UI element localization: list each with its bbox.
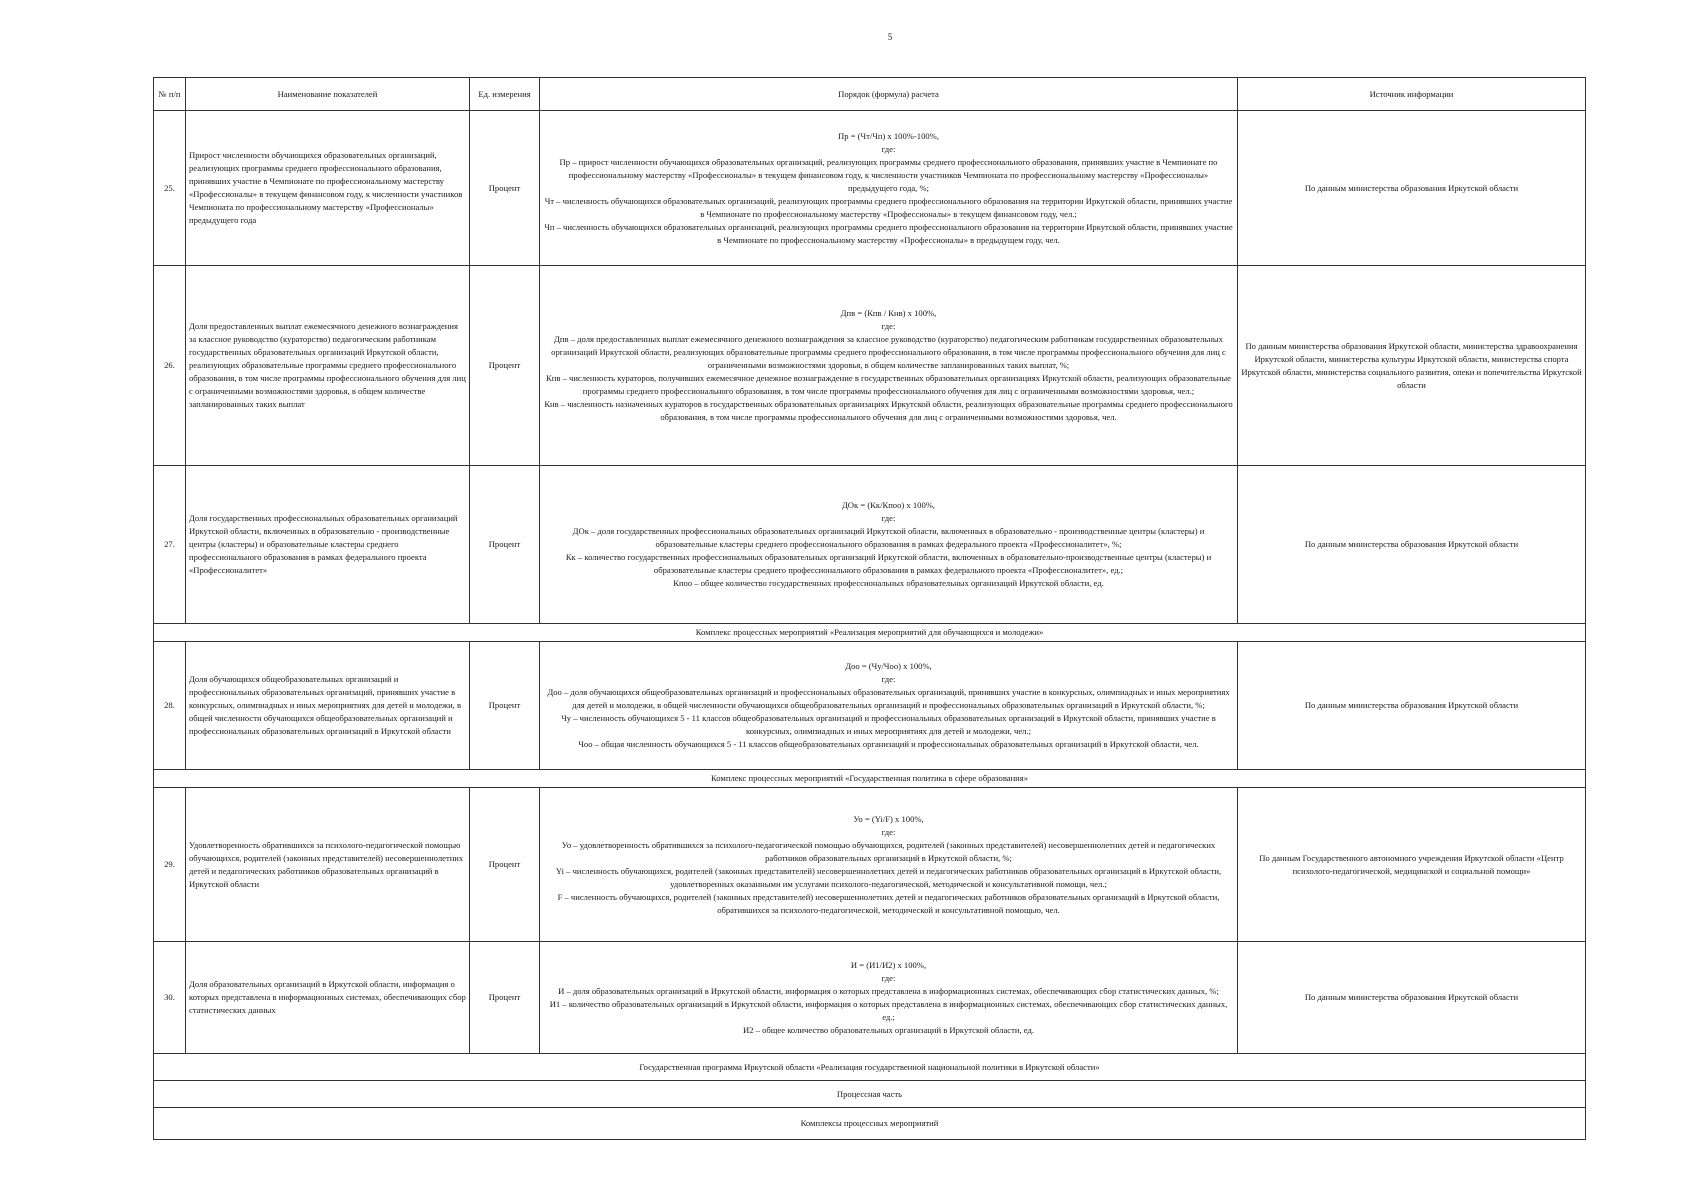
section-title: Процессная часть xyxy=(154,1081,1586,1108)
information-source: По данным министерства образования Иркутской области xyxy=(1238,111,1586,266)
unit-of-measure: Процент xyxy=(470,266,540,466)
formula-line: Кк – количество государственных профессиональных образовательных организаций Иркутской области, включенных в образовательно-производственные центры (кластеры) и образовательные кластеры среднего профессионального образования в рамках федерального проекта «Профессионалитет», ед.; xyxy=(565,552,1212,575)
formula-line: Доо – доля обучающихся общеобразовательных организаций и профессиональных образовательных организаций, принявших участие в конкурсных, олимпиадных и иных мероприятиях для детей и молодежи, в общей численности обучающихся общеобразовательных организаций и профессиональных образовательных организаций в Иркутской области, %; xyxy=(547,687,1230,710)
formula-line: Чу – численность обучающихся 5 - 11 классов общеобразовательных организаций и профессиональных образовательных организаций в Иркутской области, принявших участие в конкурсных, олимпиадных и иных мероприятиях для детей и молодежи, чел.; xyxy=(561,713,1216,736)
row-number: 28. xyxy=(154,642,186,770)
section-title: Государственная программа Иркутской области «Реализация государственной национальной политики в Иркутской области» xyxy=(154,1054,1586,1081)
unit-of-measure: Процент xyxy=(470,111,540,266)
header-source: Источник информации xyxy=(1238,78,1586,111)
section-row xyxy=(154,624,1586,642)
indicator-name: Доля обучающихся общеобразовательных организаций и профессиональных образовательных организаций, принявших участие в конкурсных, олимпиадных и иных мероприятиях для детей и молодежи, в общей численности обучающихся общеобразовательных организаций и профессиональных образовательных организаций в Иркутской области xyxy=(186,642,470,770)
header-name: Наименование показателей xyxy=(186,78,470,111)
table-row xyxy=(154,788,1586,942)
indicator-name: Доля предоставленных выплат ежемесячного денежного вознаграждения за классное руководство (кураторство) педагогическим работникам государственных образовательных организаций Иркутской области, реализующих образовательные программы среднего профессионального образования, в том числе программы профессионального обучения для лиц с ограниченными возможностями здоровья, в общем количестве запланированных таких выплат xyxy=(186,266,470,466)
formula-expression: Пр = (Чт/Чп) х 100%-100%, xyxy=(838,130,939,141)
information-source: По данным министерства образования Иркутской области xyxy=(1238,942,1586,1054)
formula-line: Кпоо – общее количество государственных профессиональных образовательных организаций Иркутской области, ед. xyxy=(673,578,1104,588)
formula-line: И – доля образовательных организаций в Иркутской области, информация о которых представлена в информационных системах, обеспечивающих сбор статистических данных, %; xyxy=(558,985,1219,996)
page-number: 5 xyxy=(887,32,893,42)
formula-line: И1 – количество образовательных организаций в Иркутской области, информация о которых представлена в информационных системах, обеспечивающих сбор статистических данных, ед.; xyxy=(549,998,1228,1022)
row-number: 30. xyxy=(154,942,186,1054)
section-row xyxy=(154,770,1586,788)
unit-of-measure: Процент xyxy=(470,788,540,942)
information-source: По данным Государственного автономного учреждения Иркутской области «Центр психолого-педагогической, медицинской и социальной помощи» xyxy=(1238,788,1586,942)
information-source: По данным министерства образования Иркутской области xyxy=(1238,642,1586,770)
row-number: 25. xyxy=(154,111,186,266)
unit-of-measure: Процент xyxy=(470,942,540,1054)
table-row xyxy=(154,642,1586,770)
information-source: По данным министерства образования Иркутской области, министерства здравоохранения Иркутской области, министерства культуры Иркутской области, министерства спорта Иркутской области, министерства социального развития, опеки и попечительства Иркутской области xyxy=(1238,266,1586,466)
calculation-formula xyxy=(540,466,1238,624)
formula-line: Кнв – численность назначенных кураторов в государственных образовательных организациях Иркутской области, реализующих образовательные программы среднего профессионального образования, в том числе программы профессионального обучения для лиц с ограниченными возможностями здоровья, чел. xyxy=(544,399,1233,422)
section-row xyxy=(154,1054,1586,1081)
formula-line: ДОк – доля государственных профессиональных образовательных организаций Иркутской области, включенных в образовательно - производственные центры (кластеры) и образовательные кластеры среднего профессионального образования в рамках федерального проекта «Профессионалитет», %; xyxy=(572,526,1205,549)
formula-line: где: xyxy=(881,826,896,837)
table-header-row xyxy=(154,78,1586,111)
calculation-formula xyxy=(540,266,1238,466)
row-number: 26. xyxy=(154,266,186,466)
table-row xyxy=(154,266,1586,466)
formula-expression: Доо = (Чу/Чоо) х 100%, xyxy=(845,661,932,671)
information-source: По данным министерства образования Иркутской области xyxy=(1238,466,1586,624)
row-number: 29. xyxy=(154,788,186,942)
formula-expression: Уо = (Yi/F) х 100%, xyxy=(853,813,924,824)
formula-expression: И = (И1/И2) х 100%, xyxy=(850,959,927,970)
formula-line: F – численность обучающихся, родителей (законных представителей) несовершеннолетних детей и педагогических работников образовательных организаций в Иркутской области, обратившихся за психолого-педагогической, методической и консультативной помощью, чел. xyxy=(557,891,1220,915)
indicator-name: Доля государственных профессиональных образовательных организаций Иркутской области, включенных в образовательно - производственные центры (кластеры) и образовательные кластеры среднего профессионального образования в рамках федерального проекта «Профессионалитет» xyxy=(186,466,470,624)
section-row xyxy=(154,1108,1586,1140)
row-number: 27. xyxy=(154,466,186,624)
formula-expression: ДОк = (Кк/Кпоо) х 100%, xyxy=(841,500,936,510)
section-title: Комплекс процессных мероприятий «Государственная политика в сфере образования» xyxy=(154,770,1586,788)
section-title: Комплекс процессных мероприятий «Реализация мероприятий для обучающихся и молодежи» xyxy=(154,624,1586,642)
formula-line: Пр – прирост численности обучающихся образовательных организаций, реализующих программы среднего профессионального образования, принявших участие в Чемпионате по профессиональному мастерству «Профессионалы» в текущем финансовом году, к численности участников Чемпионата по профессиональному мастерству «Профессионалы» предыдущего года, %; xyxy=(559,156,1218,193)
calculation-formula xyxy=(540,788,1238,942)
formula-line: Дпв – доля предоставленных выплат ежемесячного денежного вознаграждения за классное руководство (кураторство) педагогическим работникам государственных образовательных организаций Иркутской области, реализующих образовательные программы среднего профессионального образования, в том числе программы профессионального обучения для лиц с ограниченными возможностями здоровья, в общем количестве запланированных таких выплат, %; xyxy=(551,334,1226,370)
formula-line: Yi – численность обучающихся, родителей (законных представителей) несовершеннолетних детей и педагогических работников образовательных организаций в Иркутской области, удовлетворенных оказанными им услугами психолого-педагогической, методической и консультативной помощи, чел.; xyxy=(555,865,1222,889)
calculation-formula xyxy=(540,942,1238,1054)
section-title: Комплексы процессных мероприятий xyxy=(154,1108,1586,1140)
indicator-name: Удовлетворенность обратившихся за психолого-педагогической помощью обучающихся, родителей (законных представителей) несовершеннолетних детей и педагогических работников образовательных организаций в Иркутской области xyxy=(186,788,470,942)
table-row xyxy=(154,942,1586,1054)
formula-expression: Дпв = (Кпв / Кнв) х 100%, xyxy=(840,308,937,318)
unit-of-measure: Процент xyxy=(470,642,540,770)
indicator-name: Прирост численности обучающихся образовательных организаций, реализующих программы среднего профессионального образования, принявших участие в Чемпионате по профессиональному мастерству «Профессионалы» в текущем финансовом году, к численности участников Чемпионата по профессиональному мастерству «Профессионалы» предыдущего года xyxy=(186,111,470,266)
header-num: № п/п xyxy=(154,78,186,111)
calculation-formula xyxy=(540,642,1238,770)
indicator-name: Доля образовательных организаций в Иркутской области, информация о которых представлена в информационных системах, обеспечивающих сбор статистических данных xyxy=(186,942,470,1054)
formula-line: И2 – общее количество образовательных организаций в Иркутской области, ед. xyxy=(743,1024,1034,1035)
header-unit: Ед. измерения xyxy=(470,78,540,111)
formula-line: Чоо – общая численность обучающихся 5 - 11 классов общеобразовательных организаций и профессиональных образовательных организаций в Иркутской области, чел. xyxy=(578,739,1199,749)
formula-line: Чт – численность обучающихся образовательных организаций, реализующих программы среднего профессионального образования на территории Иркутской области, принявших участие в Чемпионате по профессиональному мастерству «Профессионалы» в текущем финансовом году, чел.; xyxy=(544,195,1233,219)
formula-line: где: xyxy=(881,143,896,154)
calculation-formula xyxy=(540,111,1238,266)
section-row xyxy=(154,1081,1586,1108)
header-formula: Порядок (формула) расчета xyxy=(540,78,1238,111)
formula-line: Уо – удовлетворенность обратившихся за психолого-педагогической помощью обучающихся, родителей (законных представителей) несовершеннолетних детей и педагогических работников образовательных организаций в Иркутской области, %; xyxy=(561,839,1216,863)
table-row xyxy=(154,111,1586,266)
formula-line: где: xyxy=(881,674,896,684)
formula-line: где: xyxy=(881,513,896,523)
table-row xyxy=(154,466,1586,624)
formula-line: Чп – численность обучающихся образовательных организаций, реализующих программы среднего профессионального образования на территории Иркутской области, принявших участие в Чемпионате по профессиональному мастерству «Профессионалы» в предыдущем году, чел. xyxy=(544,221,1233,245)
formula-line: Кпв – численность кураторов, получивших ежемесячное денежное вознаграждение в государственных образовательных организациях Иркутской области, реализующих образовательные программы среднего профессионального образования, в том числе программы профессионального обучения для лиц с ограниченными возможностями здоровья, чел.; xyxy=(546,373,1231,396)
formula-line: где: xyxy=(881,972,896,983)
unit-of-measure: Процент xyxy=(470,466,540,624)
indicators-table xyxy=(153,77,1586,1140)
formula-line: где: xyxy=(881,321,896,331)
